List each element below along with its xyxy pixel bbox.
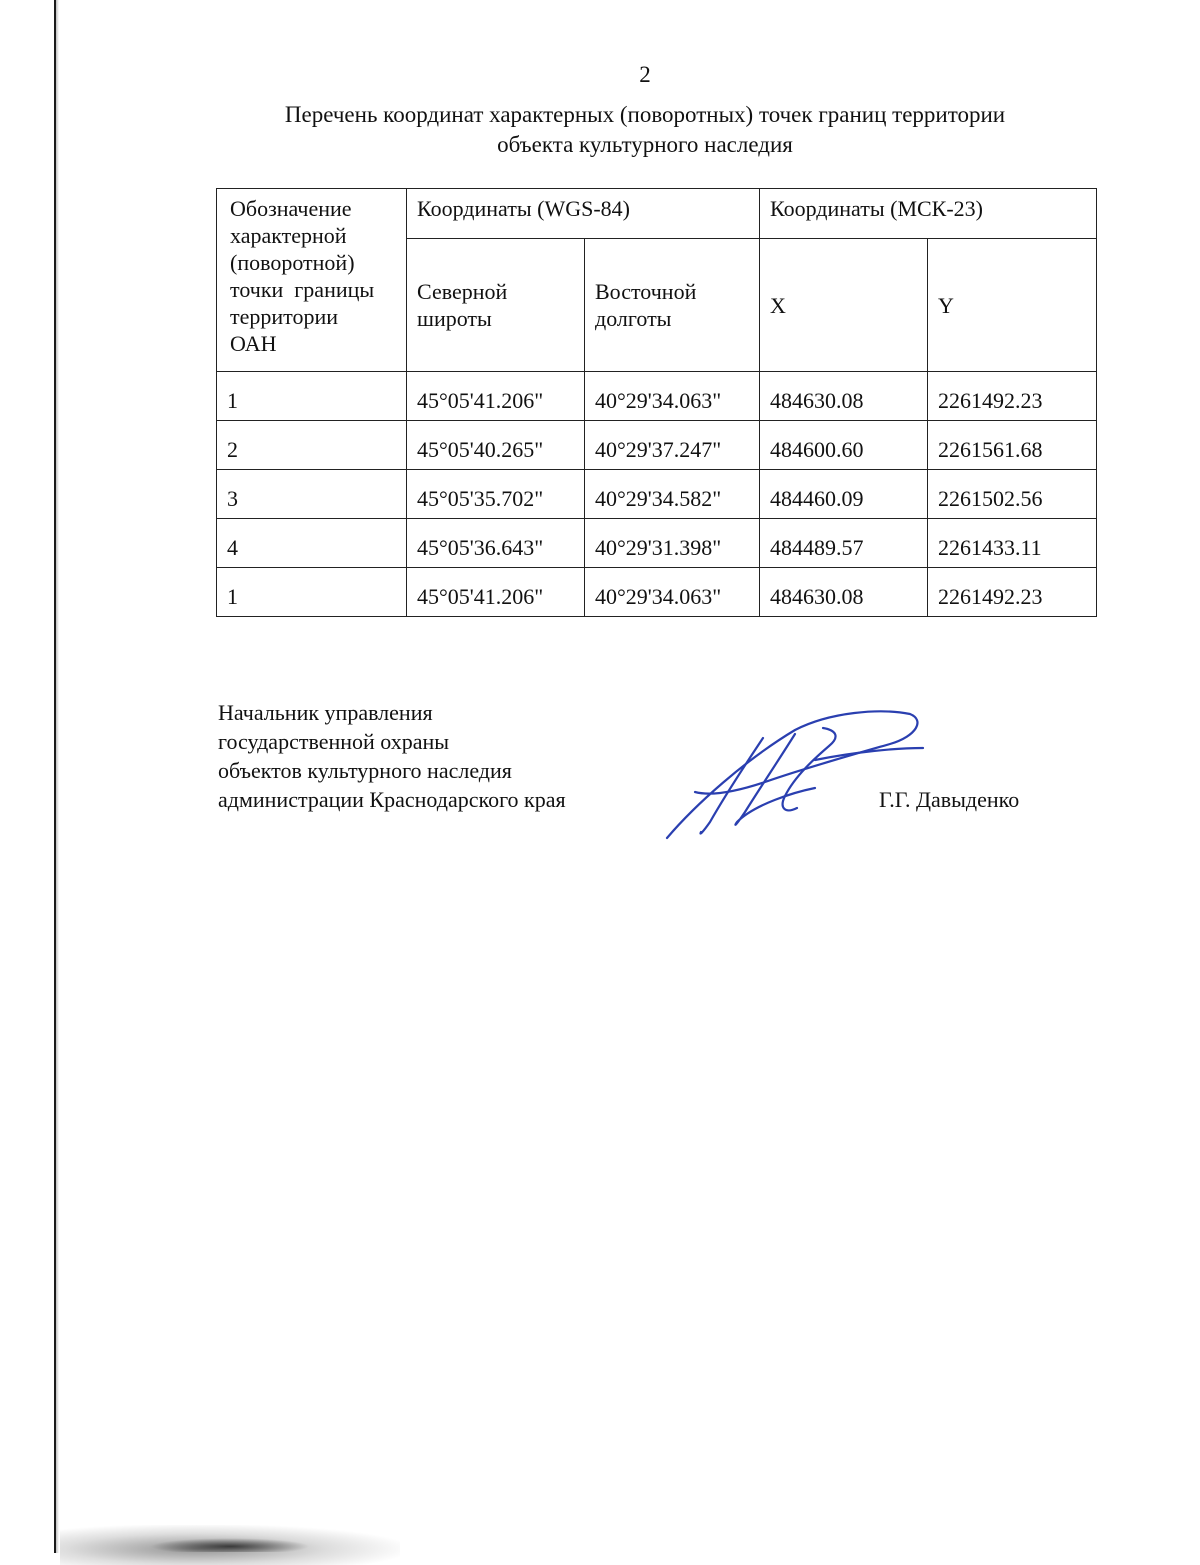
header-text: ОАН [230,331,277,356]
table-row [217,372,1097,421]
cell-latitude: 45°05'40.265" [407,421,585,470]
header-text: Северной [417,279,508,304]
signatory-position [218,698,566,814]
position-line: администрации Краснодарского края [218,787,566,812]
handwritten-signature [655,700,935,850]
header-row-1 [217,189,1097,239]
cell-longitude: 40°29'34.063" [585,372,760,421]
cell-x: 484630.08 [760,568,928,617]
position-line: государственной охраны [218,729,450,754]
header-text: долготы [595,306,672,331]
cell-x: 484489.57 [760,519,928,568]
cell-latitude: 45°05'36.643" [407,519,585,568]
table-row [217,421,1097,470]
header-east-longitude [585,239,760,372]
document-title [200,100,1090,160]
cell-y: 2261433.11 [928,519,1097,568]
header-text: Восточной [595,279,697,304]
header-text: характерной [230,223,347,248]
cell-latitude: 45°05'41.206" [407,568,585,617]
cell-point: 1 [217,568,407,617]
cell-y: 2261561.68 [928,421,1097,470]
cell-point: 2 [217,421,407,470]
cell-latitude: 45°05'35.702" [407,470,585,519]
position-line: объектов культурного наследия [218,758,512,783]
cell-longitude: 40°29'37.247" [585,421,760,470]
cell-x: 484600.60 [760,421,928,470]
cell-x: 484630.08 [760,372,928,421]
cell-point: 1 [217,372,407,421]
table-row [217,568,1097,617]
header-text: территории [230,304,339,329]
cell-y: 2261492.23 [928,568,1097,617]
cell-longitude: 40°29'34.582" [585,470,760,519]
cell-y: 2261492.23 [928,372,1097,421]
header-text: широты [417,306,492,331]
title-line-2: объекта культурного наследия [497,132,793,157]
header-text: точки границы [230,277,375,302]
header-point-designation [217,189,407,372]
header-x: X [760,239,928,372]
cell-longitude: 40°29'31.398" [585,519,760,568]
signatory-name: Г.Г. Давыденко [879,787,1020,812]
cell-x: 484460.09 [760,470,928,519]
table-row [217,470,1097,519]
cell-latitude: 45°05'41.206" [407,372,585,421]
title-line-1: Перечень координат характерных (поворотных) точек границ территории [284,102,1006,127]
header-y: Y [928,239,1097,372]
scan-smudge-dark [150,1538,310,1552]
header-wgs84: Координаты (WGS-84) [407,189,760,239]
scan-edge-shadow [56,0,59,1553]
header-msk23: Координаты (МСК-23) [760,189,1097,239]
table-row [217,519,1097,568]
cell-y: 2261502.56 [928,470,1097,519]
position-line: Начальник управления [218,700,433,725]
coordinates-table [216,188,1097,617]
cell-point: 3 [217,470,407,519]
header-north-latitude [407,239,585,372]
header-text: Обозначение [230,196,352,221]
header-text: (поворотной) [230,250,355,275]
cell-longitude: 40°29'34.063" [585,568,760,617]
page-number: 2 [639,62,651,87]
signature-stroke [667,711,917,838]
cell-point: 4 [217,519,407,568]
